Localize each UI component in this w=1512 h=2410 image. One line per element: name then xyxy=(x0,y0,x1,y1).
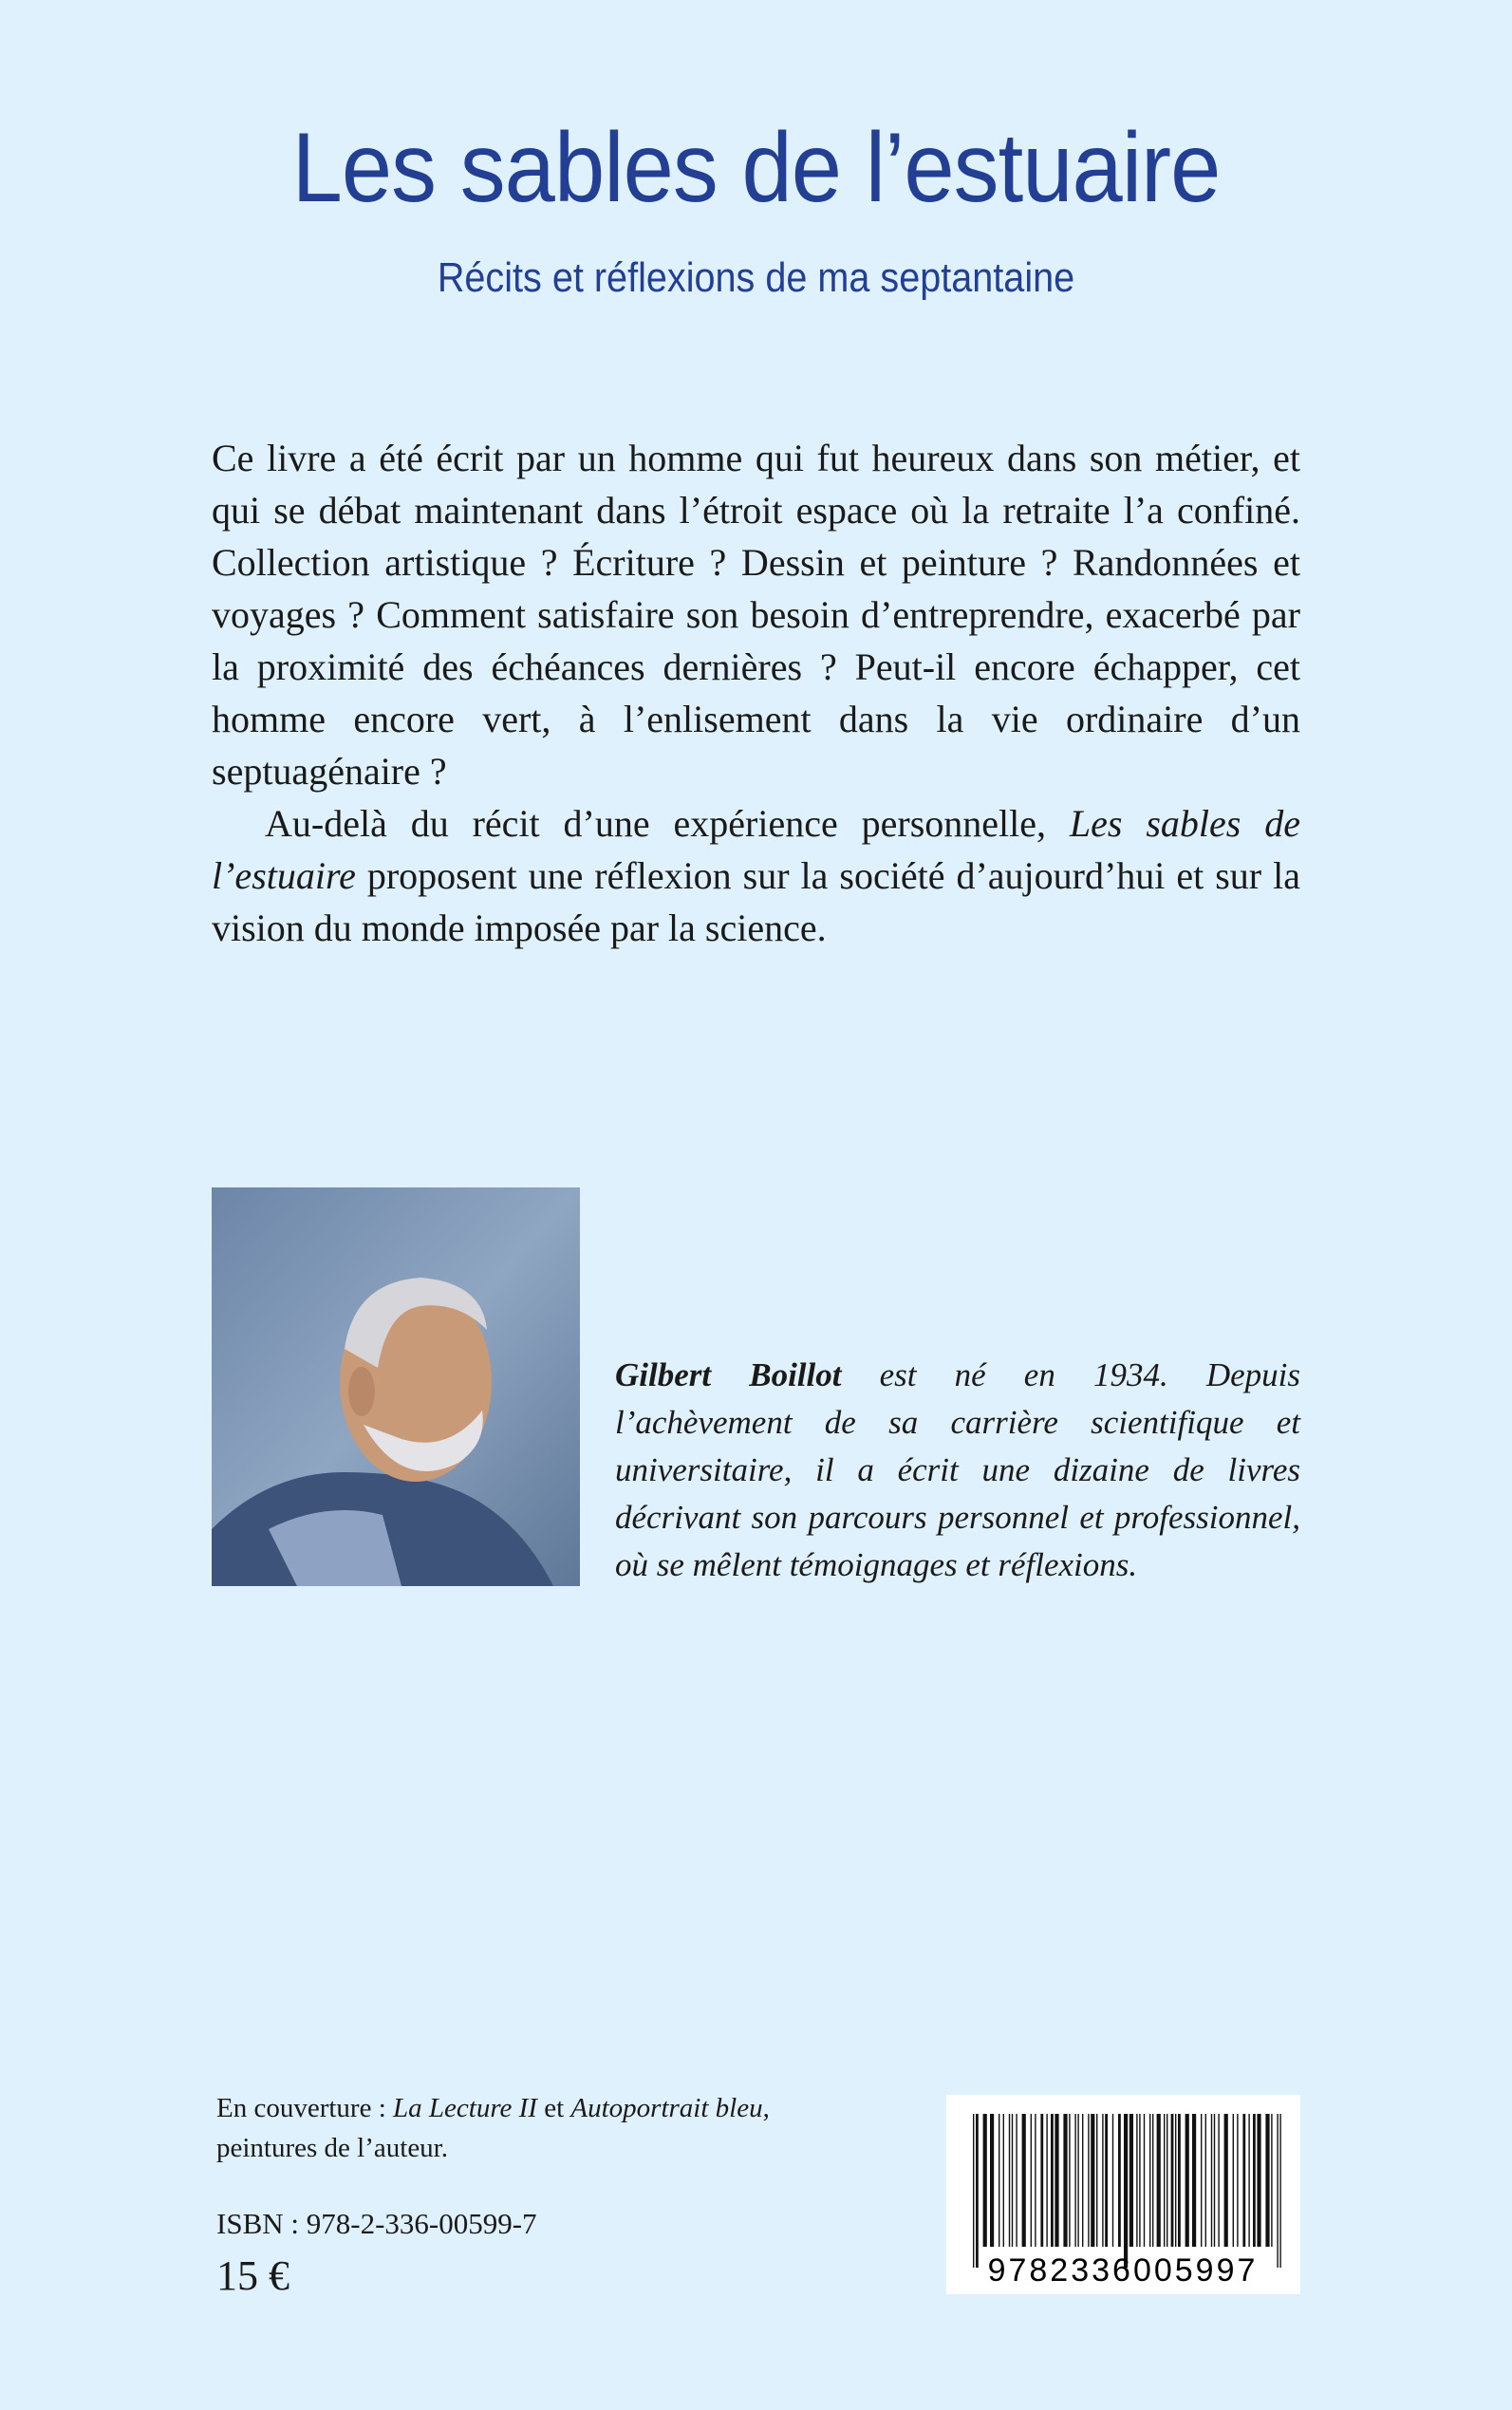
barcode-bar xyxy=(1279,2114,1280,2268)
barcode-bar xyxy=(1069,2114,1070,2247)
price: 15 € xyxy=(216,2252,289,2299)
barcode-bar xyxy=(1012,2114,1013,2247)
isbn: ISBN : 978-2-336-00599-7 xyxy=(216,2207,537,2240)
credits-text: , xyxy=(762,2093,770,2123)
barcode-bar xyxy=(1164,2114,1165,2247)
barcode-bar xyxy=(1185,2114,1189,2247)
author-name: Gilbert Boillot xyxy=(615,1356,842,1393)
barcode-bar xyxy=(1124,2114,1128,2268)
barcode-bar xyxy=(1082,2114,1083,2247)
barcode-bar xyxy=(1022,2114,1026,2247)
author-bio-text: est né en 1934. Depuis l’achèvement de sa carrière scientifique et universitaire, il a écrit une dizaine de livres décrivant son parcours personnel et professionnel, où se mêlent témoignages et réflexions. xyxy=(615,1356,1300,1583)
barcode-bar xyxy=(990,2114,994,2247)
barcode-bar xyxy=(1091,2114,1094,2247)
blurb-paragraph-2 xyxy=(212,797,1300,954)
barcode-bar xyxy=(1046,2114,1047,2247)
barcode-bar xyxy=(1257,2114,1260,2247)
barcode-bar xyxy=(1031,2114,1032,2247)
barcode-bar xyxy=(1096,2114,1097,2247)
barcode-bar xyxy=(973,2114,974,2268)
book-title: Les sables de l’estuaire xyxy=(291,113,1221,223)
barcode-bar xyxy=(1074,2114,1075,2247)
barcode-bar xyxy=(1265,2114,1269,2247)
barcode-bar xyxy=(1271,2114,1272,2247)
barcode-bars xyxy=(946,2095,1300,2294)
barcode xyxy=(946,2095,1300,2294)
barcode-bar xyxy=(1152,2114,1153,2247)
barcode-bar xyxy=(1171,2114,1174,2247)
barcode-bar xyxy=(1016,2114,1017,2247)
blurb-paragraph-1: Ce livre a été écrit par un homme qui fut heureux dans son métier, et qui se débat maintenant dans l’étroit espace où la retraite l’a confiné. Collection artistique ? Écriture ? Dessin et peinture ? Randonnées et voyages ? Comment satisfaire son besoin d’entreprendre, exacerbé par la proximité des échéances dernières ? Peut-il encore échapper, cet homme encore vert, à l’enlisement dans la vie ordinaire d’un septuagénaire ? xyxy=(212,437,1300,793)
barcode-bar xyxy=(1175,2114,1176,2247)
barcode-bar xyxy=(1201,2114,1202,2247)
credits-text: En couverture : xyxy=(216,2093,394,2123)
barcode-bar xyxy=(1077,2114,1078,2247)
blurb-text: Au-delà du récit d’une expérience personnelle, xyxy=(265,802,1070,845)
barcode-bar xyxy=(1144,2114,1145,2247)
credits-text: et xyxy=(536,2093,571,2123)
barcode-bar xyxy=(1040,2114,1043,2247)
author-bio xyxy=(615,1352,1300,1589)
barcode-bar xyxy=(1063,2114,1067,2247)
barcode-bar xyxy=(1205,2114,1206,2247)
barcode-bar xyxy=(1242,2114,1245,2247)
credits-text: peintures de l’auteur. xyxy=(216,2133,448,2163)
barcode-bar xyxy=(1224,2114,1228,2247)
barcode-digits: 9782336005997 xyxy=(987,2252,1259,2289)
barcode-bar xyxy=(1211,2114,1212,2247)
barcode-bar xyxy=(1192,2114,1196,2247)
barcode-bar xyxy=(1277,2114,1278,2268)
cover-credits xyxy=(216,2088,770,2168)
author-portrait xyxy=(212,1187,580,1586)
barcode-bar xyxy=(976,2114,979,2268)
barcode-bar xyxy=(1248,2114,1249,2247)
barcode-bar xyxy=(1253,2114,1256,2247)
barcode-bar xyxy=(1055,2114,1058,2247)
barcode-bar xyxy=(1149,2114,1150,2247)
barcode-bar xyxy=(1088,2114,1089,2247)
barcode-bar xyxy=(1102,2114,1103,2247)
barcode-bar xyxy=(1105,2114,1108,2247)
credits-work: La Lecture II xyxy=(393,2093,537,2123)
barcode-bar xyxy=(1112,2114,1113,2247)
barcode-bar xyxy=(1237,2114,1238,2247)
credits-work: Autoportrait bleu xyxy=(570,2093,763,2123)
blurb-text: proposent une réflexion sur la société d’aujourd’hui et sur la vision du monde imposée par la science. xyxy=(212,854,1300,949)
barcode-bar xyxy=(1118,2114,1121,2247)
blurb xyxy=(212,432,1300,954)
barcode-bar xyxy=(1233,2114,1234,2247)
barcode-bar xyxy=(1136,2114,1137,2247)
book-subtitle: Récits et réflexions de ma septantaine xyxy=(437,254,1075,301)
barcode-bar xyxy=(1003,2114,1004,2247)
barcode-bar xyxy=(1009,2114,1010,2247)
barcode-bar xyxy=(1035,2114,1036,2247)
barcode-bar xyxy=(1129,2114,1133,2247)
barcode-bar xyxy=(1157,2114,1161,2247)
barcode-bar xyxy=(1139,2114,1140,2247)
barcode-bar xyxy=(1218,2114,1219,2247)
blurb-book-title: Les sables de l’estuaire xyxy=(212,802,1300,897)
barcode-bar xyxy=(983,2114,987,2247)
barcode-bar xyxy=(1051,2114,1054,2247)
barcode-bar xyxy=(1178,2114,1181,2247)
barcode-bar xyxy=(1214,2114,1215,2247)
